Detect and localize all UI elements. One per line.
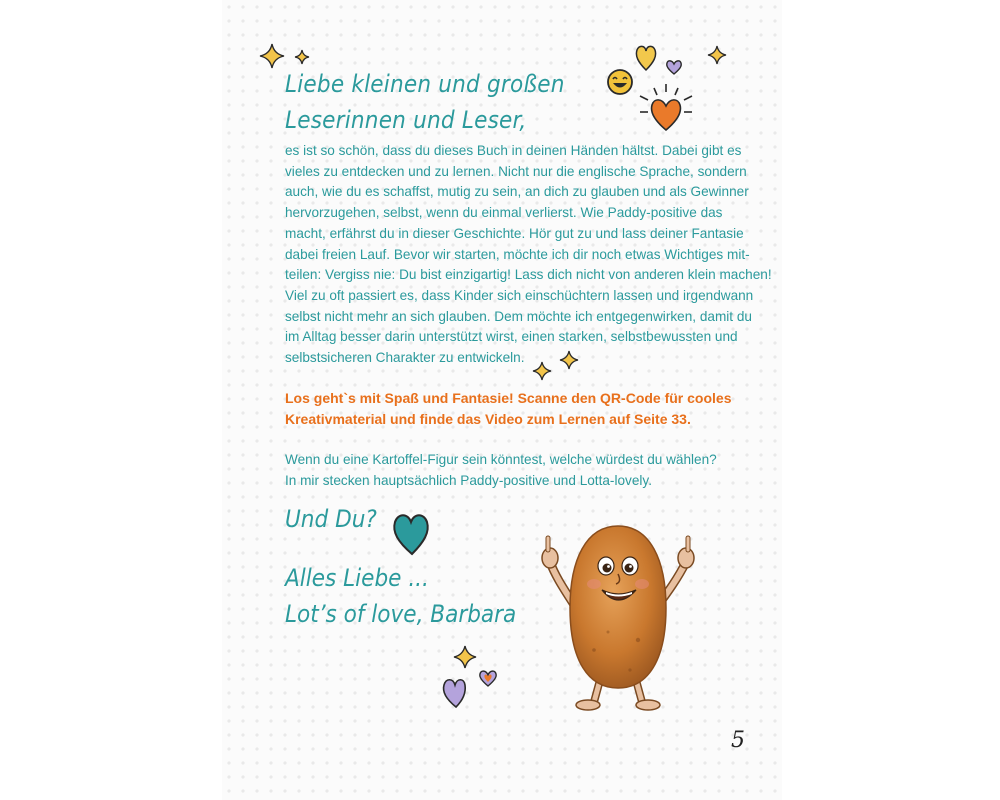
page-number: 5: [731, 728, 745, 753]
heart-icon: [478, 668, 498, 688]
body-line: dabei freien Lauf. Bevor wir starten, möchte ich dir noch etwas Wichtiges mit-: [285, 246, 750, 262]
sparkle-icon: [258, 42, 286, 70]
sparkle-icon: [294, 49, 310, 65]
heart-icon: [634, 42, 658, 72]
body-line: selbstsicheren Charakter zu entwickeln.: [285, 350, 525, 366]
highlight-paragraph: [285, 388, 745, 429]
question-paragraph: [285, 450, 745, 491]
highlight-line: Los geht`s mit Spaß und Fantasie! Scanne den QR-Code für cooles: [285, 390, 732, 406]
question-line: In mir stecken hauptsächlich Paddy-positive und Lotta-lovely.: [285, 472, 652, 488]
body-line: Viel zu oft passiert es, dass Kinder sich einschüchtern lassen und irgendwann: [285, 287, 754, 303]
sparkle-icon: [558, 349, 580, 371]
sparkle-icon: [706, 44, 728, 66]
potato-character: [538, 520, 698, 715]
body-line: selbst nicht mehr an sich glauben. Dem möchte ich entgegenwirken, damit du: [285, 308, 752, 324]
laughing-emoji-icon: [606, 68, 634, 96]
closing-line-1: Alles Liebe ...: [285, 564, 429, 592]
und-du-text: Und Du?: [285, 505, 377, 533]
question-line: Wenn du eine Kartoffel-Figur sein könntest, welche würdest du wählen?: [285, 452, 717, 467]
sparkle-icon: [452, 644, 478, 670]
body-line: teilen: Vergiss nie: Du bist einzigartig! Lass dich nicht von anderen klein machen!: [285, 267, 772, 283]
body-line: hervorzugehen, selbst, wenn du einmal verlierst. Wie Paddy-positive das: [285, 205, 723, 221]
closing-line-2: Lot’s of love, Barbara: [285, 600, 517, 628]
heart-icon: [390, 508, 432, 556]
sparkle-icon: [531, 360, 553, 382]
intro-paragraph: [285, 141, 772, 369]
heart-icon: [665, 58, 683, 75]
highlight-line: Kreativmaterial und finde das Video zum Lernen auf Seite 33.: [285, 410, 691, 427]
body-line: macht, erfährst du in dieser Geschichte. Hör gut zu und lass deiner Fantasie: [285, 225, 744, 241]
page-heading: [285, 66, 625, 138]
heading-line-1: Liebe kleinen und großen: [285, 70, 565, 98]
body-line: vieles zu entdecken und zu lernen. Nicht nur die englische Sprache, sondern: [285, 163, 747, 179]
closing-signature: [285, 560, 516, 632]
heart-icon: [636, 82, 696, 134]
heart-icon: [440, 675, 468, 709]
body-line: es ist so schön, dass du dieses Buch in deinen Händen hältst. Dabei gibt es: [285, 143, 742, 158]
body-line: im Alltag besser darin unterstützt wirst, einen starken, selbstbewussten und: [285, 329, 738, 345]
body-line: auch, wie du es schaffst, mutig zu sein, an dich zu glauben und als Gewinner: [285, 184, 749, 200]
heading-line-2: Leserinnen und Leser,: [285, 106, 527, 134]
